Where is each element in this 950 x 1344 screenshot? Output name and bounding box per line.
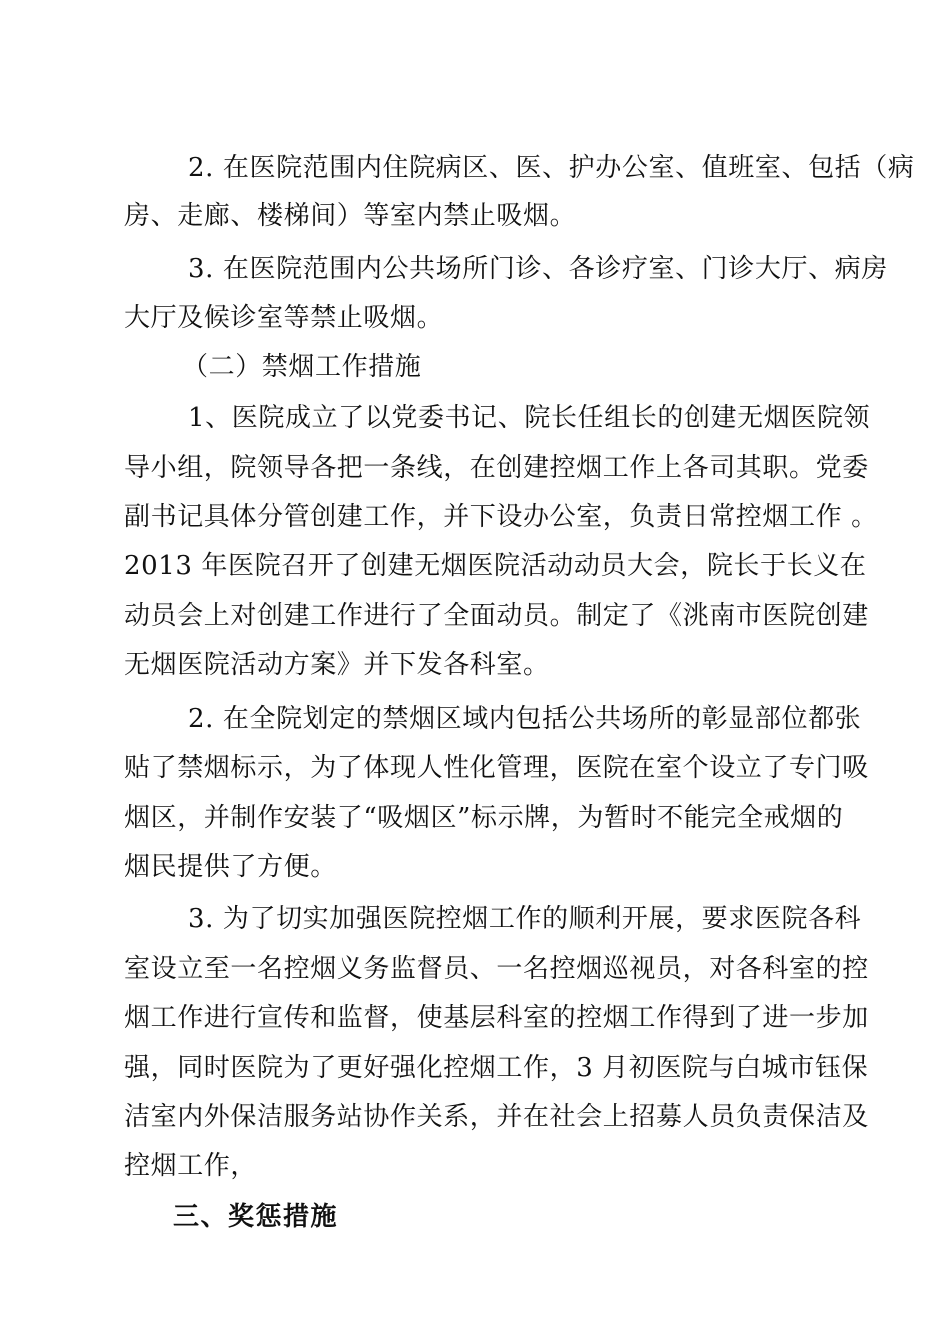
text-line-11: 无烟医院活动方案》并下发各科室。 [124,650,550,680]
text-line-2: 房、走廊、楼梯间）等室内禁止吸烟。 [124,201,577,231]
text-line-8: 副书记具体分管创建工作，并下设办公室，负责日常控烟工作 。 [124,502,878,532]
text-line-9: 2013 年医院召开了创建无烟医院活动动员大会，院长于长义在 [124,551,867,581]
text-line-15: 烟民提供了方便。 [124,852,337,882]
text-line-20: 洁室内外保洁服务站协作关系，并在社会上招募人员负责保洁及 [124,1102,869,1132]
text-line-18: 烟工作进行宣传和监督，使基层科室的控烟工作得到了进一步加 [124,1003,869,1033]
text-line-13: 贴了禁烟标示，为了体现人性化管理，医院在室个设立了专门吸 [124,753,869,783]
text-line-17: 室设立至一名控烟义务监督员、一名控烟巡视员，对各科室的控 [124,954,869,984]
subsection-heading: （二）禁烟工作措施 [182,352,422,382]
text-line-1: 2. 在医院范围内住院病区、医、护办公室、值班室、包括（病 [188,153,915,183]
text-line-19: 强，同时医院为了更好强化控烟工作，3 月初医院与白城市钰保 [124,1053,869,1083]
text-line-16: 3. 为了切实加强医院控烟工作的顺利开展，要求医院各科 [188,904,862,934]
text-line-10: 动员会上对创建工作进行了全面动员。制定了《洮南市医院创建 [124,601,869,631]
text-line-7: 导小组，院领导各把一条线，在创建控烟工作上各司其职。党委 [124,453,869,483]
text-line-4: 大厅及候诊室等禁止吸烟。 [124,303,444,333]
text-line-21: 控烟工作， [124,1151,258,1181]
text-line-12: 2. 在全院划定的禁烟区域内包括公共场所的彰显部位都张 [188,704,862,734]
text-line-3: 3. 在医院范围内公共场所门诊、各诊疗室、门诊大厅、病房 [188,254,888,284]
text-line-6: 1、医院成立了以党委书记、院长任组长的创建无烟医院领 [188,403,871,433]
section-heading: 三、奖惩措施 [173,1202,339,1232]
text-line-14: 烟区，并制作安装了“吸烟区”标示牌，为暂时不能完全戒烟的 [124,803,844,833]
